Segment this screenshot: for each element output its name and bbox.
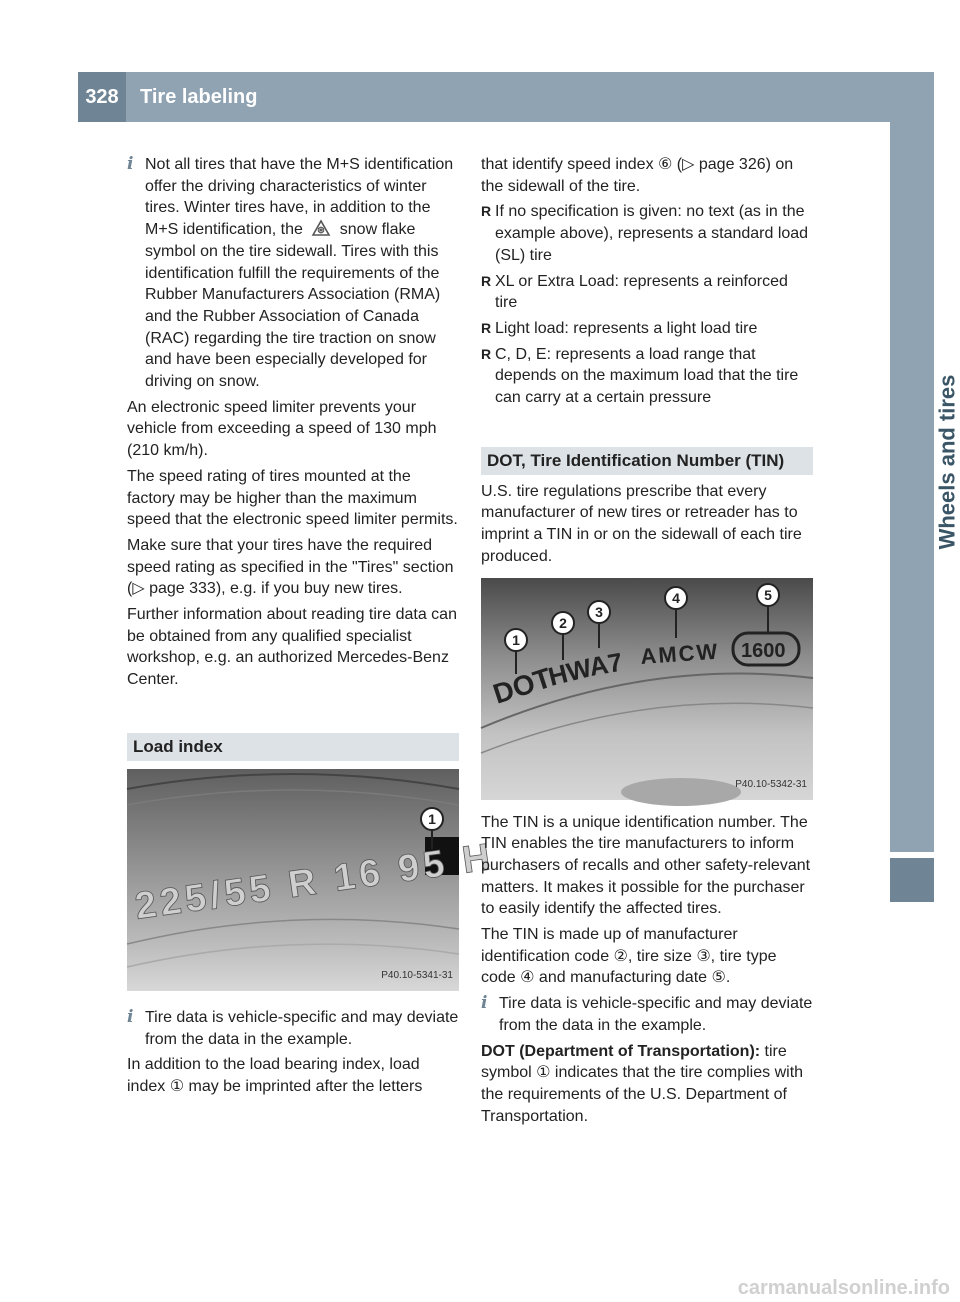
page-title: Tire labeling: [140, 86, 258, 108]
paragraph-dot: DOT (Department of Transportation): tire symbol ① indicates that the tire complies with the requirements of the U.S. Department of Transportation.: [481, 1042, 804, 1125]
sidebar-label: Wheels and tires: [934, 374, 959, 550]
footer-watermark: carmanualsonline.info: [737, 1277, 950, 1299]
callout-3: 3: [595, 603, 603, 620]
info-icon: i: [127, 1006, 134, 1027]
paragraph: In addition to the load bearing index, load index ① may be imprinted after the letters: [127, 1056, 423, 1095]
paragraph: An electronic speed limiter prevents your vehicle from exceeding a speed of 130 mph (210 km/h).: [127, 398, 437, 460]
paragraph: Make sure that your tires have the required speed rating as specified in the "Tires" section (▷ page 333), e.g. if you buy new tires.: [127, 536, 454, 598]
callout-2: 2: [559, 614, 567, 631]
list-item: R C, D, E: represents a load range that depends on the maximum load that the tire can carry at a certain pressure: [481, 345, 799, 407]
section-heading-load-index: Load index: [127, 733, 459, 761]
load-index-figure: [127, 769, 497, 991]
figure-code: P40.10-5341-31: [381, 970, 453, 982]
callout-1: 1: [512, 631, 520, 648]
bullet-mark: R: [481, 319, 492, 336]
list-item: R Light load: represents a light load tire: [481, 318, 813, 340]
list-item: R If no specification is given: no text (as in the example above), represents a standard load (SL) tire: [481, 203, 809, 264]
callout-5: 5: [764, 586, 772, 603]
tire-sidewall-image: [127, 769, 497, 991]
callout-4: 4: [672, 589, 680, 606]
page-number: 328: [78, 72, 126, 122]
paragraph: U.S. tire regulations prescribe that every manufacturer of new tires or retreader has to imprint a TIN in or on the sidewall of each tire produced.: [481, 482, 802, 565]
bullet-mark: R: [481, 272, 492, 289]
paragraph: The TIN is made up of manufacturer identification code ②, tire size ③, tire type code ④ and manufacturing date ⑤.: [481, 926, 777, 987]
tire-tin-image: [481, 578, 813, 800]
paragraph: Further information about reading tire data can be obtained from any qualified specialist workshop, e.g. an authorized Mercedes-Benz Center.: [127, 606, 457, 689]
left-column: [127, 154, 497, 1102]
right-column: [481, 154, 813, 1131]
snowflake-mountain-icon: [311, 219, 331, 237]
tin-tire-size: A7: [586, 646, 625, 682]
tin-manufacturer-code: HW: [545, 651, 595, 692]
bullet-mark: R: [481, 345, 492, 362]
info-icon: i: [481, 993, 488, 1014]
paragraph: that identify speed index ⑥ (▷ page 326) on the sidewall of the tire.: [481, 156, 794, 195]
list-item: R XL or Extra Load: represents a reinforced tire: [481, 272, 788, 312]
section-sidebar: [890, 72, 960, 1302]
tin-manufacturing-date: 1600: [741, 639, 786, 662]
section-heading-tin: DOT, Tire Identification Number (TIN): [481, 447, 813, 475]
sidebar-square: [890, 858, 934, 902]
tin-dot: DOT: [489, 661, 556, 710]
sidebar-strip: [890, 72, 934, 852]
info-note-vehicle-specific: i Tire data is vehicle-specific and may deviate from the data in the example.: [127, 1006, 459, 1048]
paragraph: The TIN is a unique identification number. The TIN enables the tire manufacturers to inform purchasers of recalls and other safety-relevant matters. It makes it possible for the purchaser to easily identify the affected tires.: [481, 813, 811, 918]
paragraph: The speed rating of tires mounted at the factory may be higher than the maximum speed that the electronic speed limiter permits.: [127, 467, 458, 529]
dot-term: DOT (Department of Transportation):: [481, 1042, 761, 1060]
info-note-winter: i Not all tires that have the M+S identification offer the driving characteristics of winter tires. Winter tires have, in addition to the M+S identification, the snow flake symbol on the tire sidewall. Tires with this identification fulfill the requirements of the Rubber Manufacturers Association (RMA) and the Rubber Association of Canada (RAC) regarding the tire traction on snow and have been especially developed for driving on snow.: [127, 154, 454, 391]
info-icon: i: [127, 154, 134, 174]
tire-size-marking: 225/55 R 16 95 H: [132, 835, 497, 928]
tin-figure: [481, 578, 813, 800]
figure-code: P40.10-5342-31: [735, 778, 807, 790]
info-note-vehicle-specific: i Tire data is vehicle-specific and may deviate from the data in the example.: [481, 993, 813, 1034]
tin-tire-type: AMCW: [639, 638, 721, 669]
bullet-mark: R: [481, 203, 492, 220]
callout-1: 1: [428, 810, 436, 827]
